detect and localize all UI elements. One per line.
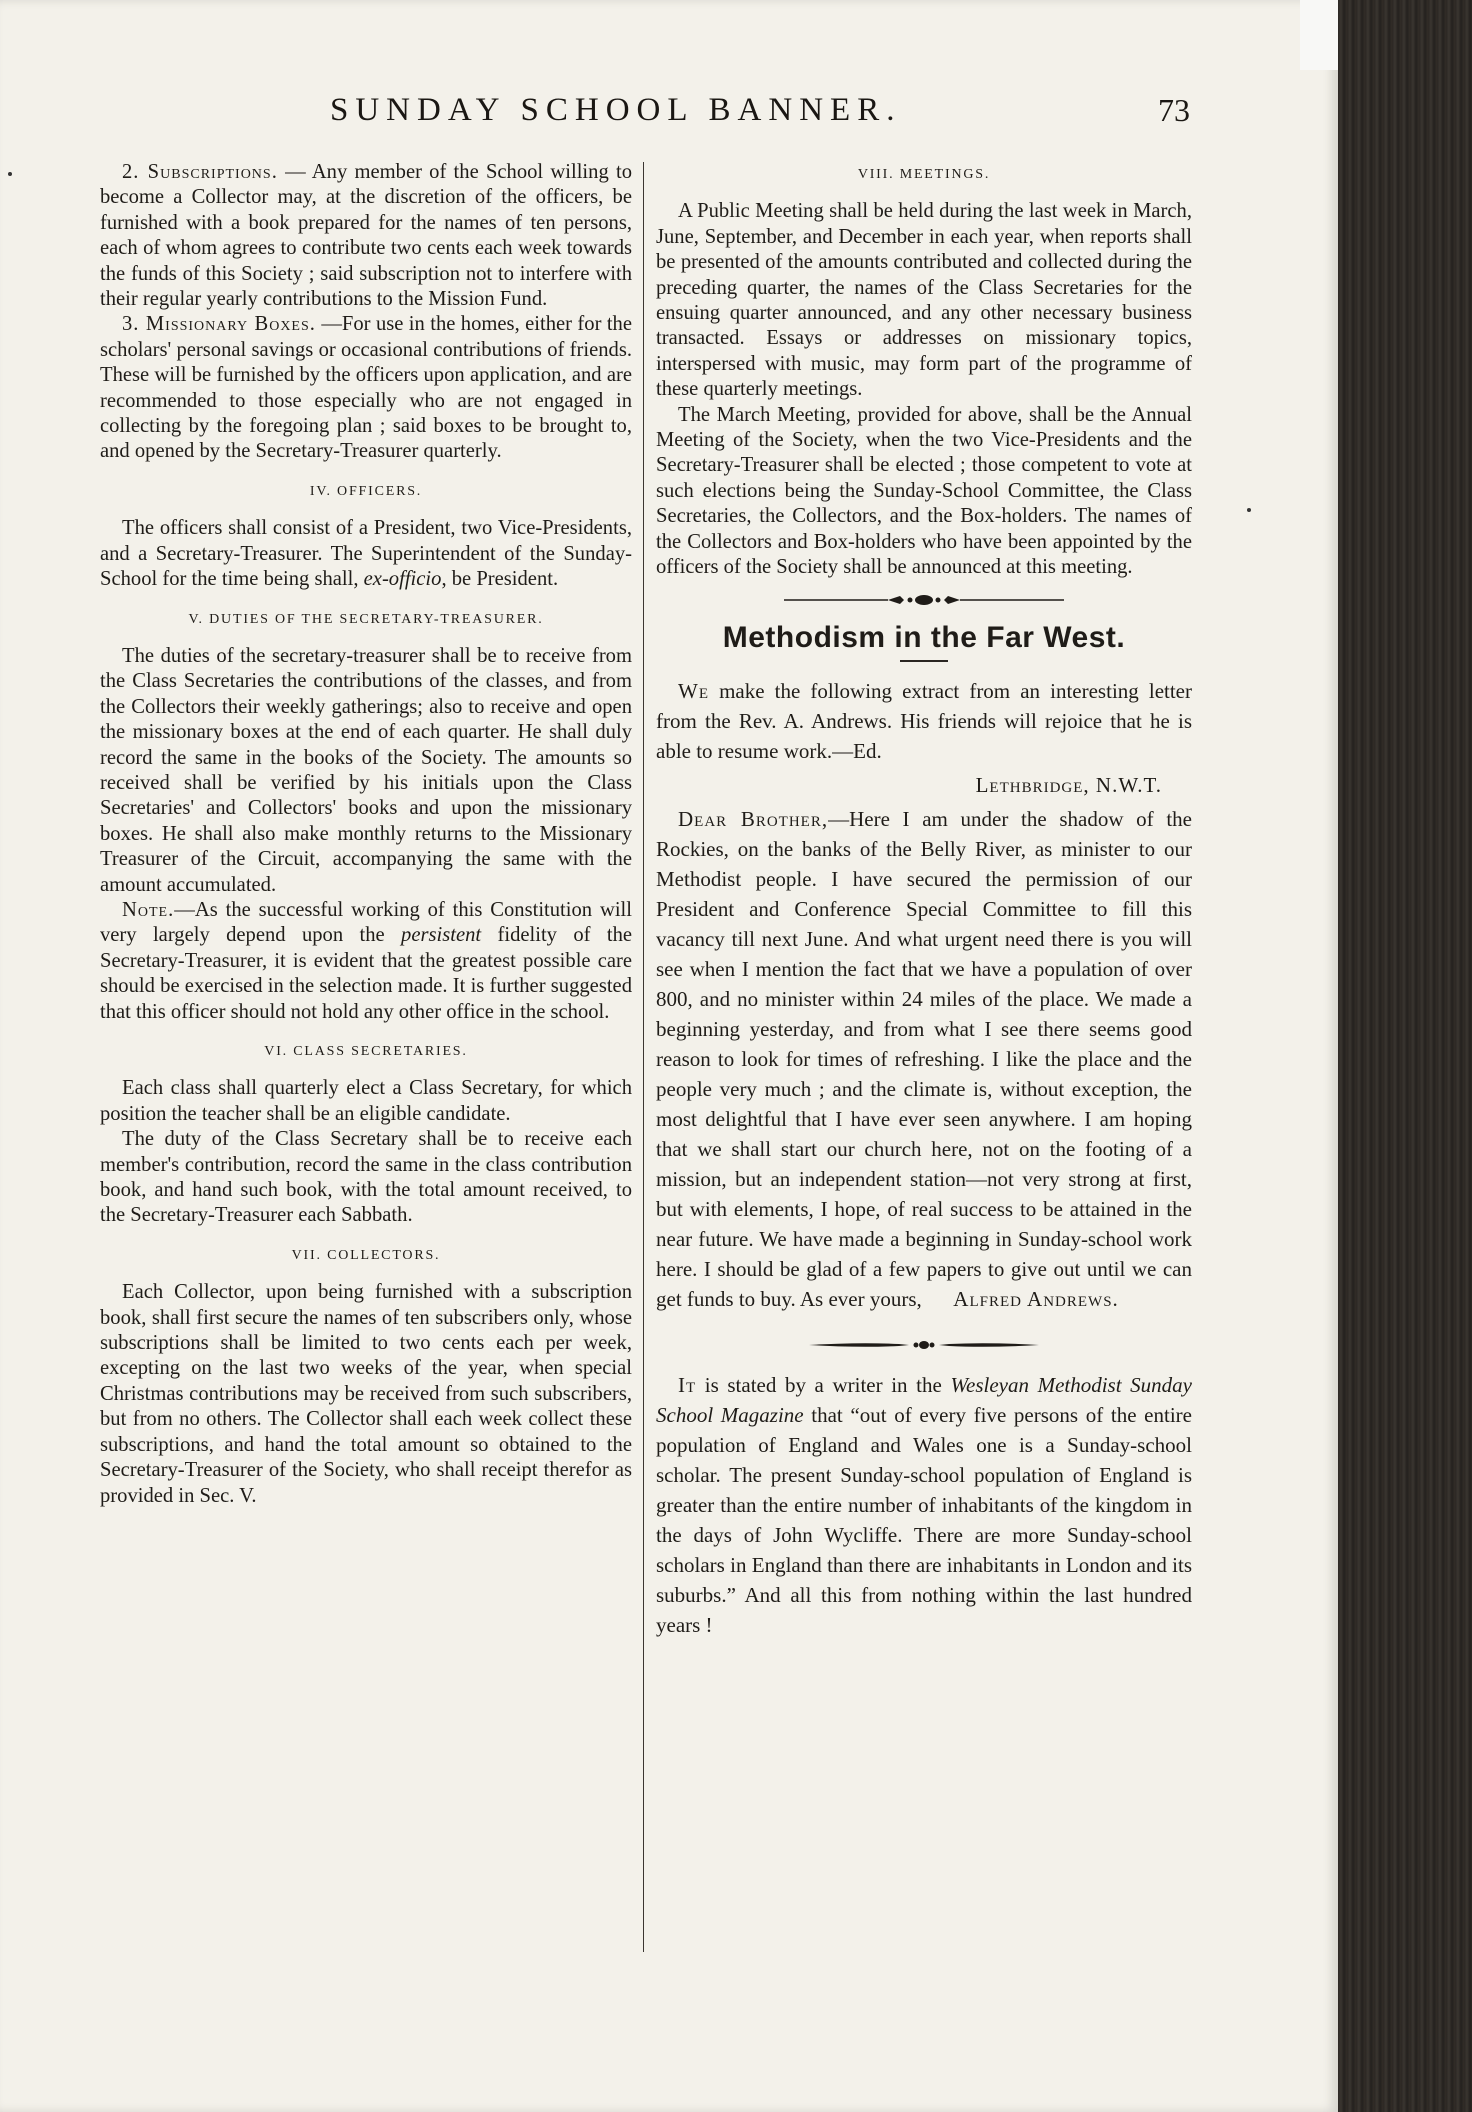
meetings-paragraph: A Public Meeting shall be held during the last week in March, June, September, and December in each year, when reports shall be presented of the amounts contributed and collected during the preceding quarter, the names of the Class Secretaries for the ensuing quarter announced, and any other necessary business transacted. Essays or addresses on missionary topics, interspersed with music, may form part of the programme of these quarterly meetings. — [656, 200, 1192, 401]
officers-paragraph — [100, 516, 632, 592]
left-column — [100, 160, 632, 1509]
section-heading-officers: IV. OFFICERS. — [309, 483, 423, 499]
article-title: Methodism in the Far West. — [722, 620, 1126, 654]
intro-lead-word: We — [678, 678, 709, 703]
place-text: Lethbridge, N.W.T. — [975, 772, 1162, 797]
subscriptions-label: 2. Subscriptions. — [122, 161, 278, 183]
editor-intro-paragraph — [656, 676, 1192, 766]
section-heading-duties: V. DUTIES OF THE SECRETARY-TREASURER. — [188, 611, 544, 627]
letter-body: —Here I am under the shadow of the Rockies, on the banks of the Belly River, as minister to our Methodist people. I have secured the permission of our President and Conference Special Committee to fill this vacancy till next June. And what urgent need there is you will see when I mention the fact that we have a population of over 800, and no minister within 24 miles of the place. We made a beginning yesterday, and from what I see there seems good reason to look for times of refreshing. I like the place and the people very much ; and the climate is, without exception, the most delightful that I have ever seen anywhere. I am hoping that we shall start our church here, not on the footing of a mission, but an independent station—not very strong at first, but with elements, I hope, of real success to be attained in the near future. We have made a beginning in Sunday-school work here. I should be glad of a few papers to give out until we can get funds to buy. — [656, 806, 1192, 1311]
closing-text: As ever yours, — [799, 1286, 922, 1311]
officers-text: The officers shall consist of a President, two Vice-Presidents, and a Secretary-Treasurer. The Superintendent of the Sunday-School for the time being shall, — [100, 517, 632, 591]
statistics-text: is stated by a writer in the — [696, 1372, 951, 1397]
note-label: Note. — [122, 898, 175, 921]
note-paragraph — [100, 898, 632, 1025]
salutation: Dear Brother, — [678, 806, 829, 831]
statistics-paragraph — [656, 1370, 1192, 1640]
persistent-italic: persistent — [401, 924, 482, 947]
intro-text: make the following extract from an interesting letter from the Rev. A. Andrews. His friends will rejoice that he is able to resume work.—Ed. — [656, 678, 1192, 763]
ink-speck-2 — [1247, 508, 1251, 512]
officers-text-end: , be President. — [441, 568, 559, 591]
march-meeting-paragraph: The March Meeting, provided for above, shall be the Annual Meeting of the Society, when the two Vice-Presidents and the Secretary-Treasurer shall be elected ; those competent to vote at such elections being the Sunday-School Committee, the Class Secretaries, the Collectors, and the Box-holders. The names of the Collectors and Box-holders who have been appointed by the officers of the Society shall be announced at this meeting. — [656, 403, 1192, 579]
missionary-boxes-label: 3. Missionary Boxes. — [122, 313, 316, 336]
right-column — [656, 160, 1192, 1640]
collectors-paragraph: Each Collector, upon being furnished with a subscription book, shall first secure the names of ten subscribers only, whose subscriptions shall be limited to two cents each per week, excepting on the last two weeks of the year, when special Christmas contributions may be received from such subscribers, but from no others. The Collector shall each week collect these subscriptions, and hand the total amount so obtained to the Secretary-Treasurer of the Society, who shall receipt therefor as provided in Sec. V. — [100, 1281, 632, 1507]
letter-place — [656, 770, 1192, 800]
class-secretary-duty-paragraph: The duty of the Class Secretary shall be to receive each member's contribution, record the same in the class contribution book, and hand such book, with the total amount received, to the Secretary-Treasurer each Sabbath. — [100, 1128, 632, 1227]
ex-officio-italic: ex-officio — [363, 568, 442, 591]
title-rule — [900, 660, 948, 662]
class-secretaries-paragraph: Each class shall quarterly elect a Class Secretary, for which position the teacher shall be an eligible candidate. — [100, 1077, 632, 1125]
book-page-edges — [1338, 0, 1472, 2112]
subscriptions-paragraph — [100, 160, 632, 312]
section-heading-collectors: VII. COLLECTORS. — [291, 1247, 441, 1263]
running-header — [100, 92, 1190, 136]
statistics-quote: that “out of every five persons of the entire population of England and Wales one is a Sunday-school scholar. The present Sunday-school population of England is greater than the entire number of inhabitants of the kingdom in the days of John Wycliffe. There are more Sunday-school scholars in England than there are inhabitants in London and its suburbs.” And all this from nothing within the last hundred years ! — [656, 1402, 1192, 1637]
signature: Alfred Andrews. — [953, 1286, 1119, 1311]
duties-paragraph: The duties of the secretary-treasurer shall be to receive from the Class Secretaries the contributions of the classes, and from the Collectors their weekly gatherings; also to receive and open the missionary boxes at the end of each quarter. He shall duly record the same in the books of the Society. The amounts so received shall be verified by his initials upon the Class Secretaries' and Collectors' books and upon the missionary boxes. He shall also make monthly returns to the Missionary Treasurer of the Circuit, accompanying the same with the amount accumulated. — [100, 644, 632, 896]
publication-title: SUNDAY SCHOOL BANNER. — [330, 92, 902, 128]
missionary-boxes-paragraph — [100, 312, 632, 464]
statistics-lead-word: It — [678, 1372, 697, 1397]
page-number: 73 — [1158, 92, 1190, 128]
letter-paragraph — [656, 804, 1192, 1314]
subscriptions-text: — Any member of the School willing to become a Collector may, at the discretion of the officers, be furnished with a book prepared for the names of ten persons, each of whom agrees to contribute two cents each week towards the funds of this Society ; said subscription not to interfere with their regular yearly contributions to the Mission Fund. — [100, 161, 632, 311]
section-heading-class-secretaries: VI. CLASS SECRETARIES. — [264, 1044, 468, 1059]
note-text: —As the successful working of this Constitution will very largely depend upon the — [100, 898, 632, 947]
ornament-divider — [784, 591, 1064, 609]
ink-speck — [8, 172, 12, 176]
column-divider — [643, 162, 644, 1952]
note-text-end: fidelity of the Secretary-Treasurer, it is evident that the greatest possible care should be exercised in the selection made. It is further suggested that this officer should not hold any other office in the school. — [100, 924, 633, 1023]
section-heading-meetings: VIII. MEETINGS. — [857, 167, 991, 182]
missionary-boxes-text: —For use in the homes, either for the scholars' personal savings or occasional contributions of friends. These will be furnished by the officers upon application, and are recommended to those especially who are not engaged in collecting by the foregoing plan ; said boxes to be brought to, and opened by the Secretary-Treasurer quarterly. — [100, 313, 632, 463]
ornament-divider-2 — [809, 1336, 1039, 1354]
magazine-title-italic: Wesleyan Methodist Sunday School Magazine — [656, 1372, 1192, 1427]
